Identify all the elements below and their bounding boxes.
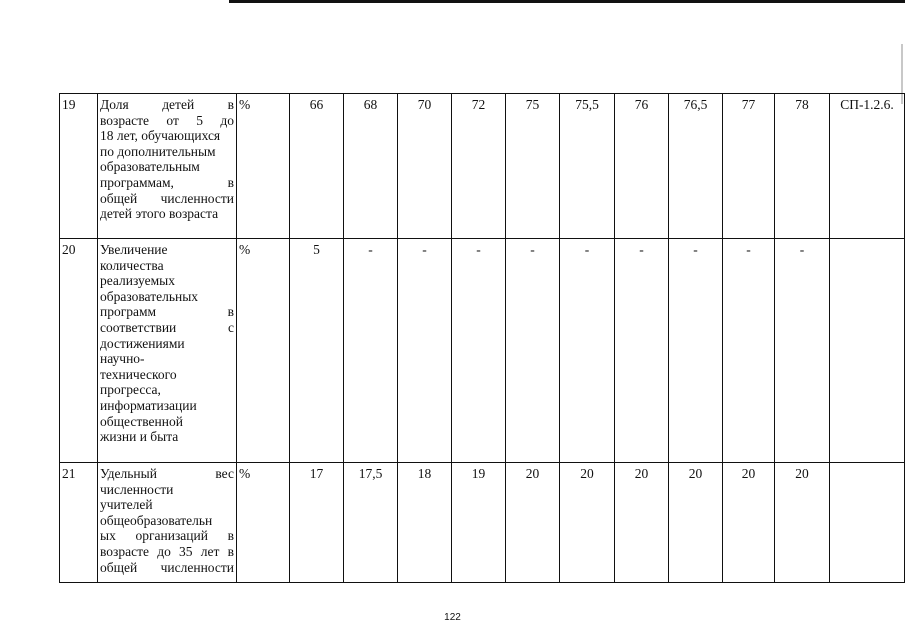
description-line: Доля детей в xyxy=(100,97,234,112)
description-line: по дополнительным xyxy=(100,143,216,159)
indicator-description xyxy=(98,94,237,239)
row-number: 19 xyxy=(60,94,98,239)
value-cell: 77 xyxy=(723,94,775,239)
row-number: 20 xyxy=(60,239,98,463)
description-line: соответствии с xyxy=(100,319,234,335)
value-cell: - xyxy=(506,239,560,463)
description-line: численности xyxy=(100,481,174,497)
description-line: ых организаций в xyxy=(100,528,234,544)
value-cell: 72 xyxy=(452,94,506,239)
value-cell: 5 xyxy=(290,239,344,463)
reference-cell: СП-1.2.6. xyxy=(830,94,905,239)
description-line: Удельный вес xyxy=(100,466,234,481)
description-line: реализуемых xyxy=(100,273,175,289)
description-line: образовательным xyxy=(100,159,200,175)
description-line: образовательных xyxy=(100,288,199,304)
value-cell: - xyxy=(560,239,615,463)
reference-cell xyxy=(830,463,905,583)
value-cell: - xyxy=(398,239,452,463)
description-line: возрасте до 35 лет в xyxy=(100,543,234,559)
reference-cell xyxy=(830,239,905,463)
value-cell: 20 xyxy=(669,463,723,583)
value-cell: 19 xyxy=(452,463,506,583)
description-line: 18 лет, обучающихся xyxy=(100,128,221,144)
value-cell: 68 xyxy=(344,94,398,239)
value-cell: 75 xyxy=(506,94,560,239)
unit-cell: % xyxy=(237,463,290,583)
value-cell: 76,5 xyxy=(669,94,723,239)
header-rule xyxy=(229,0,905,3)
table-row xyxy=(60,94,905,239)
value-cell: 78 xyxy=(775,94,830,239)
unit-cell: % xyxy=(237,94,290,239)
description-line: общеобразовательн xyxy=(100,512,213,528)
description-line: общей численности xyxy=(100,559,234,575)
description-line: количества xyxy=(100,257,164,273)
value-cell: 17 xyxy=(290,463,344,583)
description-line: Увеличение xyxy=(100,242,168,257)
description-line: прогресса, xyxy=(100,382,161,398)
indicator-description xyxy=(98,463,237,583)
page-number: 122 xyxy=(444,612,461,623)
table-row xyxy=(60,463,905,583)
description-line: научно- xyxy=(100,351,145,367)
description-line: учителей xyxy=(100,497,153,513)
description-line: технического xyxy=(100,366,177,382)
description-line: программ в xyxy=(100,304,234,320)
value-cell: - xyxy=(452,239,506,463)
row-number: 21 xyxy=(60,463,98,583)
description-line: жизни и быта xyxy=(100,429,179,445)
value-cell: 75,5 xyxy=(560,94,615,239)
value-cell: 20 xyxy=(723,463,775,583)
value-cell: 66 xyxy=(290,94,344,239)
value-cell: 18 xyxy=(398,463,452,583)
description-line: информатизации xyxy=(100,397,197,413)
value-cell: - xyxy=(723,239,775,463)
description-line: программам, в xyxy=(100,174,234,190)
indicators-table xyxy=(59,93,905,583)
description-line: общей численности xyxy=(100,190,234,206)
unit-cell: % xyxy=(237,239,290,463)
description-line: возрасте от 5 до xyxy=(100,112,234,128)
value-cell: 17,5 xyxy=(344,463,398,583)
value-cell: - xyxy=(615,239,669,463)
description-line: достижениями xyxy=(100,335,185,351)
value-cell: 76 xyxy=(615,94,669,239)
description-line: детей этого возраста xyxy=(100,206,219,222)
value-cell: 70 xyxy=(398,94,452,239)
value-cell: 20 xyxy=(506,463,560,583)
value-cell: - xyxy=(344,239,398,463)
indicator-description xyxy=(98,239,237,463)
description-line: общественной xyxy=(100,413,183,429)
value-cell: - xyxy=(669,239,723,463)
value-cell: 20 xyxy=(775,463,830,583)
value-cell: 20 xyxy=(615,463,669,583)
value-cell: - xyxy=(775,239,830,463)
table-row xyxy=(60,239,905,463)
value-cell: 20 xyxy=(560,463,615,583)
